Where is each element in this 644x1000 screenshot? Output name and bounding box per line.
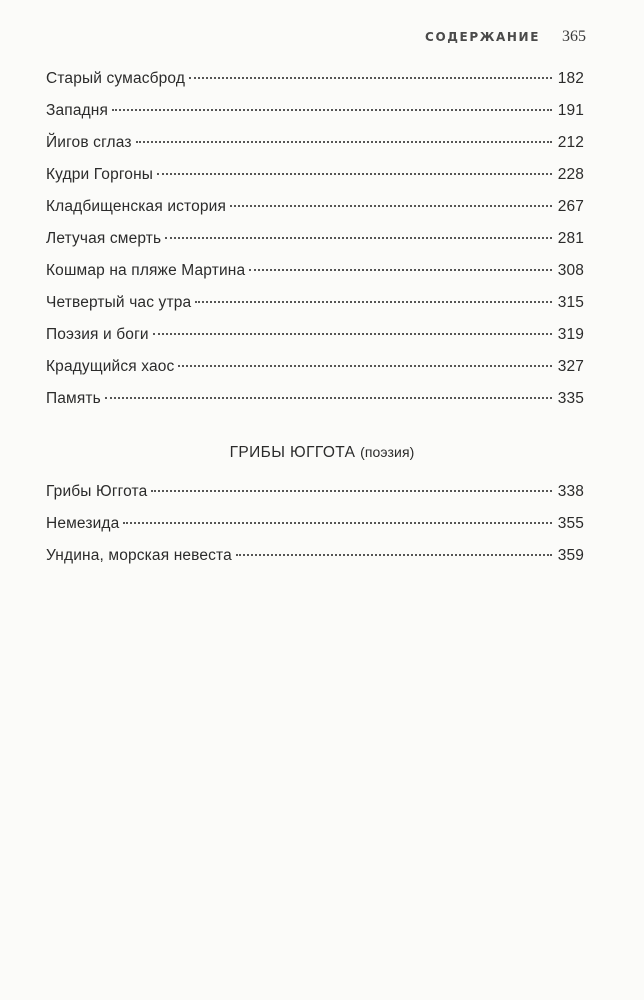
toc-leader-dots (178, 365, 551, 367)
toc-entry-page: 182 (557, 70, 584, 87)
toc-entry-page: 327 (557, 358, 584, 375)
toc-leader-dots (105, 397, 552, 399)
toc-entry-title: Память (46, 390, 101, 407)
toc-entry-title: Четвертый час утра (46, 294, 192, 311)
toc-entry-title: Крадущийся хаос (46, 358, 175, 375)
toc-entry-page: 335 (557, 390, 584, 407)
toc-entry (46, 255, 584, 287)
toc-entry-title: Ундина, морская невеста (46, 547, 232, 564)
toc-entry (46, 159, 584, 191)
toc-entry (46, 63, 584, 95)
toc-entry (46, 508, 584, 540)
running-header-title: СОДЕРЖАНИЕ (425, 30, 540, 44)
running-header (425, 28, 586, 46)
toc-leader-dots (112, 109, 552, 111)
toc-entry-page: 228 (557, 166, 584, 183)
toc-entry-title: Немезида (46, 515, 120, 532)
toc-entry-page: 191 (557, 102, 584, 119)
toc-entry (46, 191, 584, 223)
table-of-contents-stories (46, 63, 584, 415)
toc-leader-dots (165, 237, 551, 239)
toc-entry-page: 319 (557, 326, 584, 343)
toc-leader-dots (151, 490, 551, 492)
toc-leader-dots (195, 301, 551, 303)
toc-leader-dots (189, 77, 552, 79)
toc-leader-dots (153, 333, 552, 335)
toc-leader-dots (136, 141, 552, 143)
toc-entry (46, 287, 584, 319)
toc-entry (46, 383, 584, 415)
toc-entry (46, 540, 584, 572)
toc-leader-dots (157, 173, 552, 175)
toc-entry-page: 315 (557, 294, 584, 311)
toc-entry-page: 359 (557, 547, 584, 564)
toc-entry (46, 223, 584, 255)
toc-entry (46, 95, 584, 127)
toc-entry-title: Грибы Юггота (46, 483, 148, 500)
toc-entry (46, 127, 584, 159)
toc-entry-title: Западня (46, 102, 109, 119)
section-subtitle: (поэзия) (360, 444, 415, 460)
toc-leader-dots (249, 269, 551, 271)
toc-entry-title: Поэзия и боги (46, 326, 149, 343)
toc-entry-title: Старый сумасброд (46, 70, 186, 87)
toc-leader-dots (236, 554, 552, 556)
toc-entry-page: 308 (557, 262, 584, 279)
page-number: 365 (562, 28, 586, 45)
toc-entry-page: 281 (557, 230, 584, 247)
toc-entry-title: Кладбищенская история (46, 198, 226, 215)
toc-entry-page: 267 (557, 198, 584, 215)
toc-entry-page: 338 (557, 483, 584, 500)
toc-leader-dots (123, 522, 551, 524)
table-of-contents-poetry (46, 476, 584, 572)
toc-entry-title: Кошмар на пляже Мартина (46, 262, 246, 279)
toc-entry-page: 212 (557, 134, 584, 151)
section-title: ГРИБЫ ЮГГОТА (229, 444, 356, 461)
toc-entry-title: Йигов сглаз (46, 134, 132, 151)
toc-entry (46, 476, 584, 508)
toc-entry (46, 319, 584, 351)
toc-entry-title: Летучая смерть (46, 230, 162, 247)
toc-entry-page: 355 (557, 515, 584, 532)
section-heading (0, 444, 644, 462)
toc-leader-dots (230, 205, 552, 207)
toc-entry-title: Кудри Горгоны (46, 166, 154, 183)
toc-entry (46, 351, 584, 383)
